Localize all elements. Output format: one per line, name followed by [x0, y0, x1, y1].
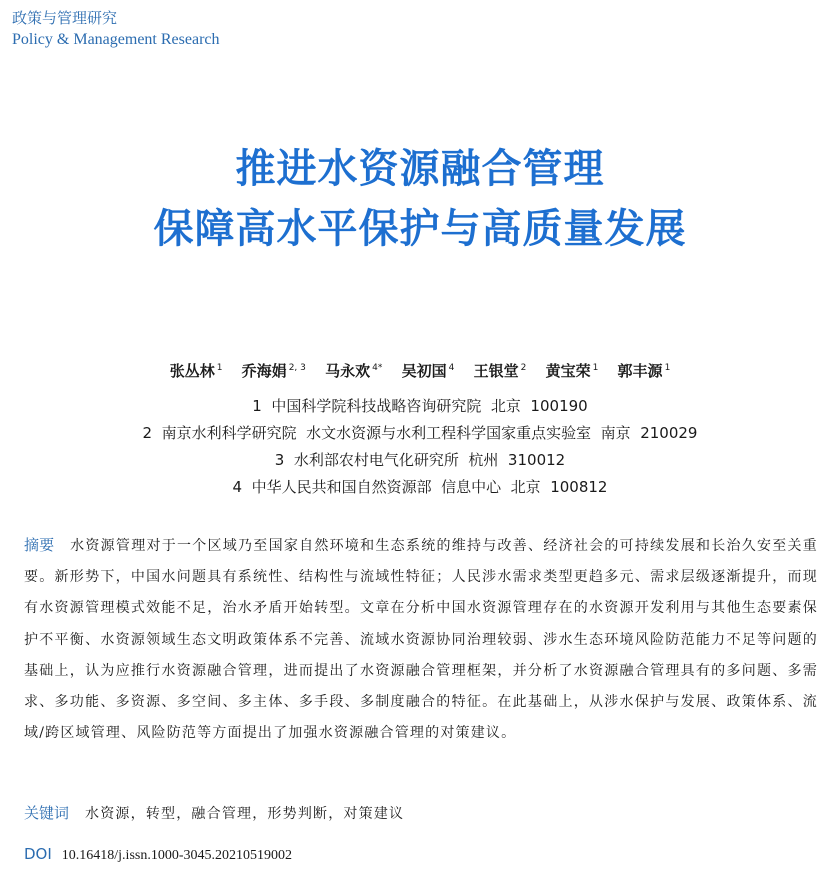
abstract-text: 水资源管理对于一个区域乃至国家自然环境和生态系统的维持与改善、经济社会的可持续发展和长治久安至关重要。新形势下，中国水问题具有系统性、结构性与流域性特征；人民涉水需求类型更趋多元、需求层级逐渐提升，而现有水资源管理模式效能不足，治水矛盾开始转型。文章在分析中国水资源管理存在的水资源开发利用与其他生态要素保护不平衡、水资源领域生态文明政策体系不完善、流域水资源协同治理较弱、涉水生态环境风险防范能力不足等问题的基础上，认为应推行水资源融合管理，进而提出了水资源融合管理框架，并分析了水资源融合管理具有的多问题、多需求、多功能、多资源、多空间、多主体、多手段、多制度融合的特征。在此基础上，从涉水保护与发展、政策体系、流域/跨区域管理、风险防范等方面提出了加强水资源融合管理的对策建议。 — [24, 538, 818, 742]
keywords — [24, 802, 404, 823]
title-line-2: 保障高水平保护与高质量发展 — [153, 206, 687, 252]
affiliation: 2 南京水利科学研究院 水文水资源与水利工程科学国家重点实验室 南京 210029 — [142, 424, 698, 442]
author: 郭丰源 $^1$ — [617, 362, 671, 380]
author-list — [0, 360, 840, 381]
author: 黄宝荣 $^1$ — [545, 362, 599, 380]
doi — [24, 845, 292, 864]
journal-name-en: Policy & Management Research — [12, 31, 220, 48]
author: 张丛林 $^1$ — [169, 362, 223, 380]
author: 王银堂 $^2$ — [473, 362, 527, 380]
abstract — [24, 530, 818, 749]
affiliation-list — [0, 393, 840, 501]
author: 吴初国 $^4$ — [401, 362, 455, 380]
affiliation: 3 水利部农村电气化研究所 杭州 310012 — [274, 451, 566, 469]
doi-value[interactable]: 10.16418/j.issn.1000-3045.20210519002 — [61, 848, 293, 863]
keywords-label: 关键词 — [24, 804, 70, 822]
affiliation: 4 中华人民共和国自然资源部 信息中心 北京 100812 — [232, 478, 608, 496]
journal-name-cn: 政策与管理研究 — [12, 9, 118, 27]
keywords-text: 水资源，转型，融合管理，形势判断，对策建议 — [85, 806, 405, 822]
doi-label: DOI — [24, 845, 52, 863]
affiliation: 1 中国科学院科技战略咨询研究院 北京 100190 — [252, 397, 588, 415]
author: 乔海娟 $^{2, 3}$ — [241, 362, 306, 380]
abstract-label: 摘要 — [24, 536, 55, 554]
title-line-1: 推进水资源融合管理 — [235, 146, 605, 192]
author: 马永欢 $^{4*}$ — [325, 362, 383, 380]
journal-header — [12, 8, 220, 50]
